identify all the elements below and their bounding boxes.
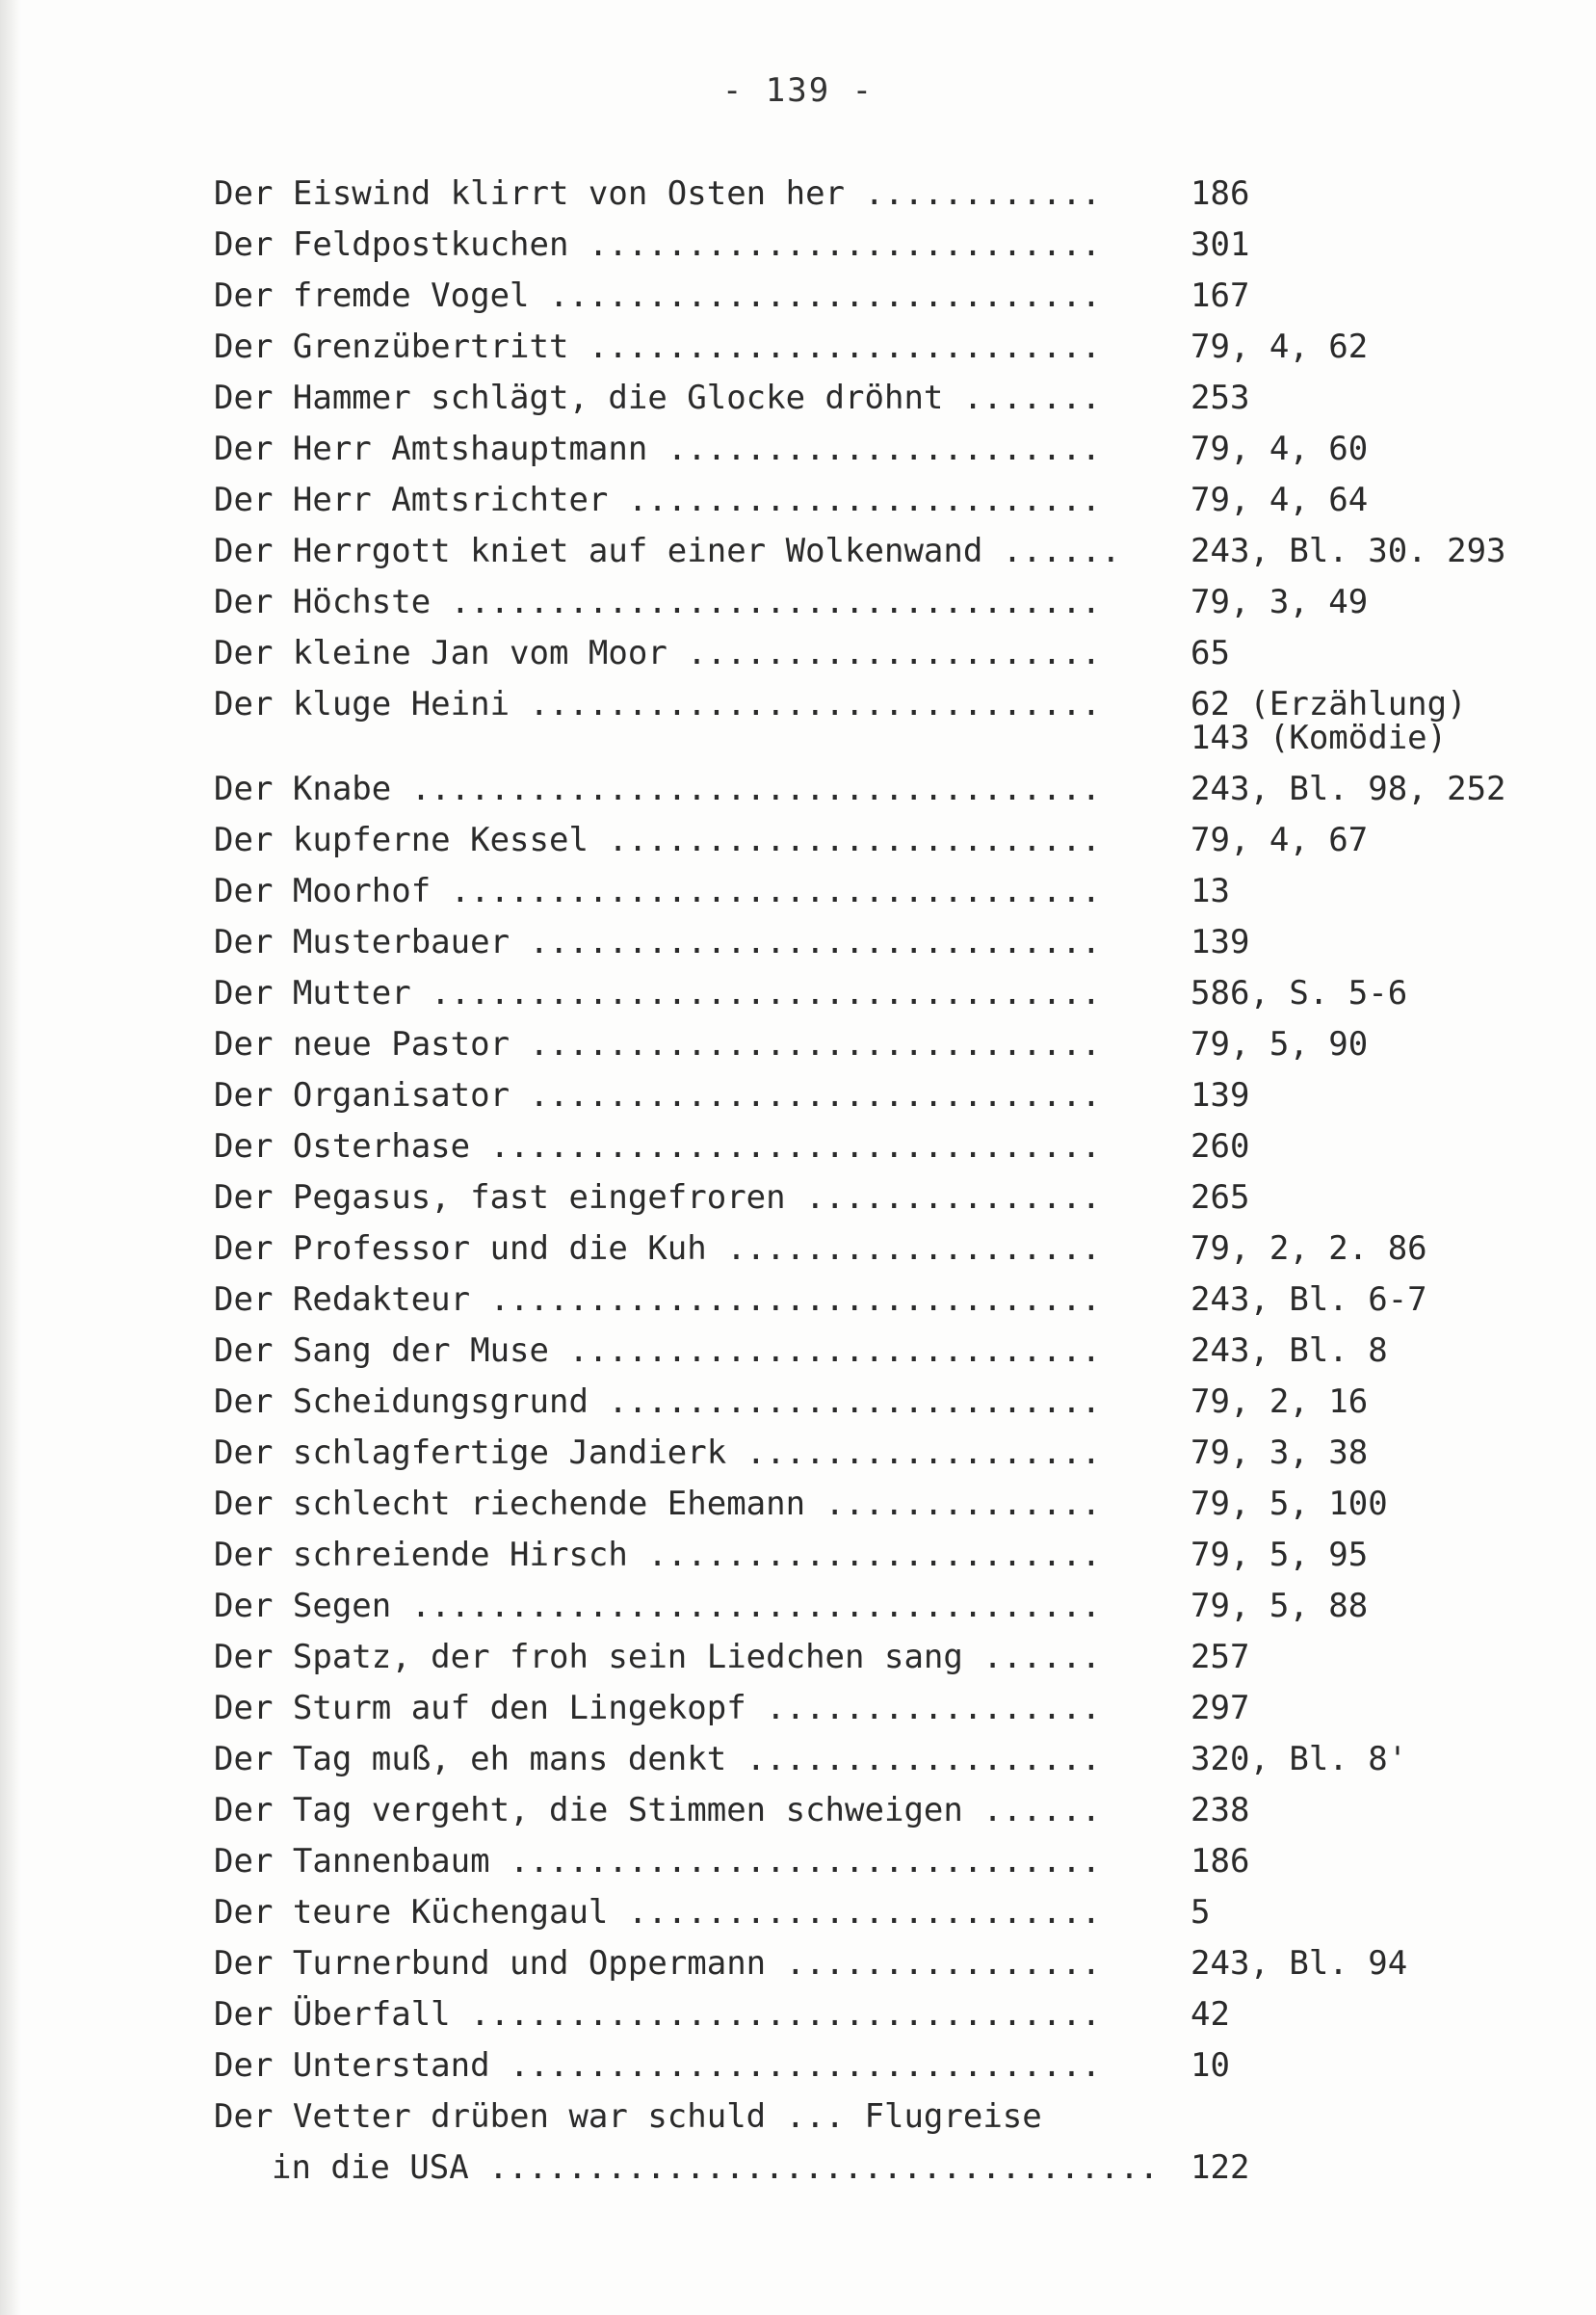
entry-reference: 186: [1190, 174, 1250, 213]
entry-reference: 65: [1190, 634, 1230, 672]
index-entry: [214, 271, 1562, 322]
entry-reference: 139: [1190, 1076, 1250, 1115]
entry-title: Der Professor und die Kuh ...................: [214, 1229, 1102, 1268]
entry-title: Der Segen ...................................: [214, 1587, 1102, 1625]
page-binding-edge: [0, 0, 21, 2315]
entry-reference: 586, S. 5-6: [1190, 974, 1408, 1013]
entry-reference: 139: [1190, 923, 1250, 961]
entry-title: Der Turnerbund und Oppermann ................: [214, 1944, 1102, 1983]
entry-title: Der Eiswind klirrt von Osten her ............: [214, 174, 1102, 213]
entry-title: Der Redakteur ...............................: [214, 1280, 1102, 1319]
entry-title: Der schlecht riechende Ehemann ..............: [214, 1485, 1102, 1523]
entry-title: Der Pegasus, fast eingefroren ...............: [214, 1178, 1102, 1217]
index-entry: [214, 764, 1562, 815]
entry-title: Der Moorhof .................................: [214, 872, 1102, 910]
entry-title: Der Organisator .............................: [214, 1076, 1102, 1115]
entry-reference: 79, 2, 2. 86: [1190, 1229, 1427, 1268]
index-entry: [214, 526, 1562, 577]
index-entry: [214, 1479, 1562, 1530]
index-entry: [214, 815, 1562, 866]
index-entry: [214, 2040, 1562, 2091]
index-entry: [214, 1377, 1562, 1428]
entry-title: Der Überfall ................................: [214, 1995, 1102, 2034]
entry-reference: 243, Bl. 6-7: [1190, 1280, 1427, 1319]
entry-reference: 10: [1190, 2046, 1230, 2085]
entry-title: Der Mutter ..................................: [214, 974, 1102, 1013]
entry-reference: 79, 4, 60: [1190, 430, 1369, 468]
entry-title: Der Sang der Muse ...........................: [214, 1331, 1102, 1370]
entry-reference: 186: [1190, 1842, 1250, 1881]
entry-title: Der schreiende Hirsch .......................: [214, 1536, 1102, 1574]
index-entry: [214, 1887, 1562, 1938]
entry-title: Der schlagfertige Jandierk ..................: [214, 1434, 1102, 1472]
index-entry-continuation: [214, 2143, 1562, 2194]
entry-reference: 79, 4, 62: [1190, 328, 1369, 366]
entry-reference: 243, Bl. 98, 252: [1190, 770, 1506, 808]
index-entry: [214, 1836, 1562, 1887]
entry-title: Der Herr Amtsrichter ........................: [214, 481, 1102, 519]
index-entry: [214, 1581, 1562, 1632]
index-entry: [214, 1938, 1562, 1989]
entry-reference: 62 (Erzählung) 143 (Komödie): [1190, 685, 1467, 757]
entry-title: Der Spatz, der froh sein Liedchen sang ......: [214, 1638, 1102, 1676]
index-entry: [214, 1326, 1562, 1377]
entry-reference: 260: [1190, 1127, 1250, 1166]
index-entry: [214, 1683, 1562, 1734]
entry-title: Der Knabe ...................................: [214, 770, 1102, 808]
entry-title: Der kleine Jan vom Moor .....................: [214, 634, 1102, 672]
entry-reference: 79, 5, 88: [1190, 1587, 1369, 1625]
entry-title: Der Hammer schlägt, die Glocke dröhnt .......: [214, 379, 1102, 417]
entry-reference: 79, 4, 67: [1190, 821, 1369, 859]
index-entry: [214, 1785, 1562, 1836]
entry-reference: 253: [1190, 379, 1250, 417]
entry-reference: 42: [1190, 1995, 1230, 2034]
entry-title: Der teure Küchengaul ........................: [214, 1893, 1102, 1932]
entry-title: Der Tag vergeht, die Stimmen schweigen ......: [214, 1791, 1102, 1829]
entry-reference: 79, 5, 95: [1190, 1536, 1369, 1574]
entry-reference: 79, 2, 16: [1190, 1382, 1369, 1421]
entry-reference: 320, Bl. 8': [1190, 1740, 1408, 1778]
index-entry: [214, 1989, 1562, 2040]
entry-reference: 79, 4, 64: [1190, 481, 1369, 519]
entry-title: Der Scheidungsgrund .........................: [214, 1382, 1102, 1421]
entry-reference: 265: [1190, 1178, 1250, 1217]
entry-reference: 243, Bl. 8: [1190, 1331, 1388, 1370]
entry-title: Der kupferne Kessel .........................: [214, 821, 1102, 859]
entry-title: Der Grenzübertritt ..........................: [214, 328, 1102, 366]
entry-reference: 257: [1190, 1638, 1250, 1676]
entry-title: Der Tag muß, eh mans denkt ..................: [214, 1740, 1102, 1778]
entry-title: Der Höchste .................................: [214, 583, 1102, 621]
entry-reference: 243, Bl. 94: [1190, 1944, 1408, 1983]
index-entry: [214, 1121, 1562, 1172]
index-entry: [214, 1223, 1562, 1275]
index-entry: [214, 1734, 1562, 1785]
entry-reference: 301: [1190, 225, 1250, 264]
index-entry: [214, 679, 1562, 764]
entry-reference: 243, Bl. 30. 293: [1190, 532, 1506, 570]
index-entry: [214, 917, 1562, 968]
index-entry: [214, 628, 1562, 679]
title-index-list: [214, 169, 1562, 2194]
index-entry: [214, 169, 1562, 220]
entry-reference: 167: [1190, 276, 1250, 315]
entry-reference: 79, 5, 100: [1190, 1485, 1388, 1523]
entry-title: Der fremde Vogel ............................: [214, 276, 1102, 315]
index-entry: [214, 1530, 1562, 1581]
entry-title: in die USA ..................................: [272, 2148, 1160, 2187]
entry-title: Der Tannenbaum ..............................: [214, 1842, 1102, 1881]
page-number: - 139 -: [721, 71, 875, 110]
index-entry: [214, 1428, 1562, 1479]
index-entry: [214, 373, 1562, 424]
entry-reference: 5: [1190, 1893, 1211, 1932]
index-entry: [214, 1019, 1562, 1070]
entry-title: Der neue Pastor .............................: [214, 1025, 1102, 1064]
index-entry: [214, 1632, 1562, 1683]
entry-title: Der Musterbauer .............................: [214, 923, 1102, 961]
index-entry: [214, 322, 1562, 373]
index-entry: [214, 968, 1562, 1019]
entry-reference: 13: [1190, 872, 1230, 910]
entry-reference: 79, 3, 49: [1190, 583, 1369, 621]
index-entry: [214, 1172, 1562, 1223]
index-entry: [214, 1275, 1562, 1326]
entry-title: Der Vetter drüben war schuld ... Flugreise: [214, 2097, 1042, 2136]
index-entry: [214, 2091, 1562, 2143]
entry-title: Der kluge Heini .............................: [214, 685, 1102, 723]
entry-title: Der Herr Amtshauptmann ......................: [214, 430, 1102, 468]
index-entry: [214, 577, 1562, 628]
entry-title: Der Osterhase ...............................: [214, 1127, 1102, 1166]
index-entry: [214, 1070, 1562, 1121]
entry-reference: 122: [1190, 2148, 1250, 2187]
index-entry: [214, 866, 1562, 917]
index-entry: [214, 220, 1562, 271]
entry-title: Der Feldpostkuchen ..........................: [214, 225, 1102, 264]
index-entry: [214, 424, 1562, 475]
entry-reference: 238: [1190, 1791, 1250, 1829]
entry-title: Der Herrgott kniet auf einer Wolkenwand ......: [214, 532, 1121, 570]
index-entry: [214, 475, 1562, 526]
entry-title: Der Unterstand ..............................: [214, 2046, 1102, 2085]
entry-reference: 297: [1190, 1689, 1250, 1727]
entry-reference: 79, 3, 38: [1190, 1434, 1369, 1472]
entry-title: Der Sturm auf den Lingekopf .................: [214, 1689, 1102, 1727]
entry-reference: 79, 5, 90: [1190, 1025, 1369, 1064]
